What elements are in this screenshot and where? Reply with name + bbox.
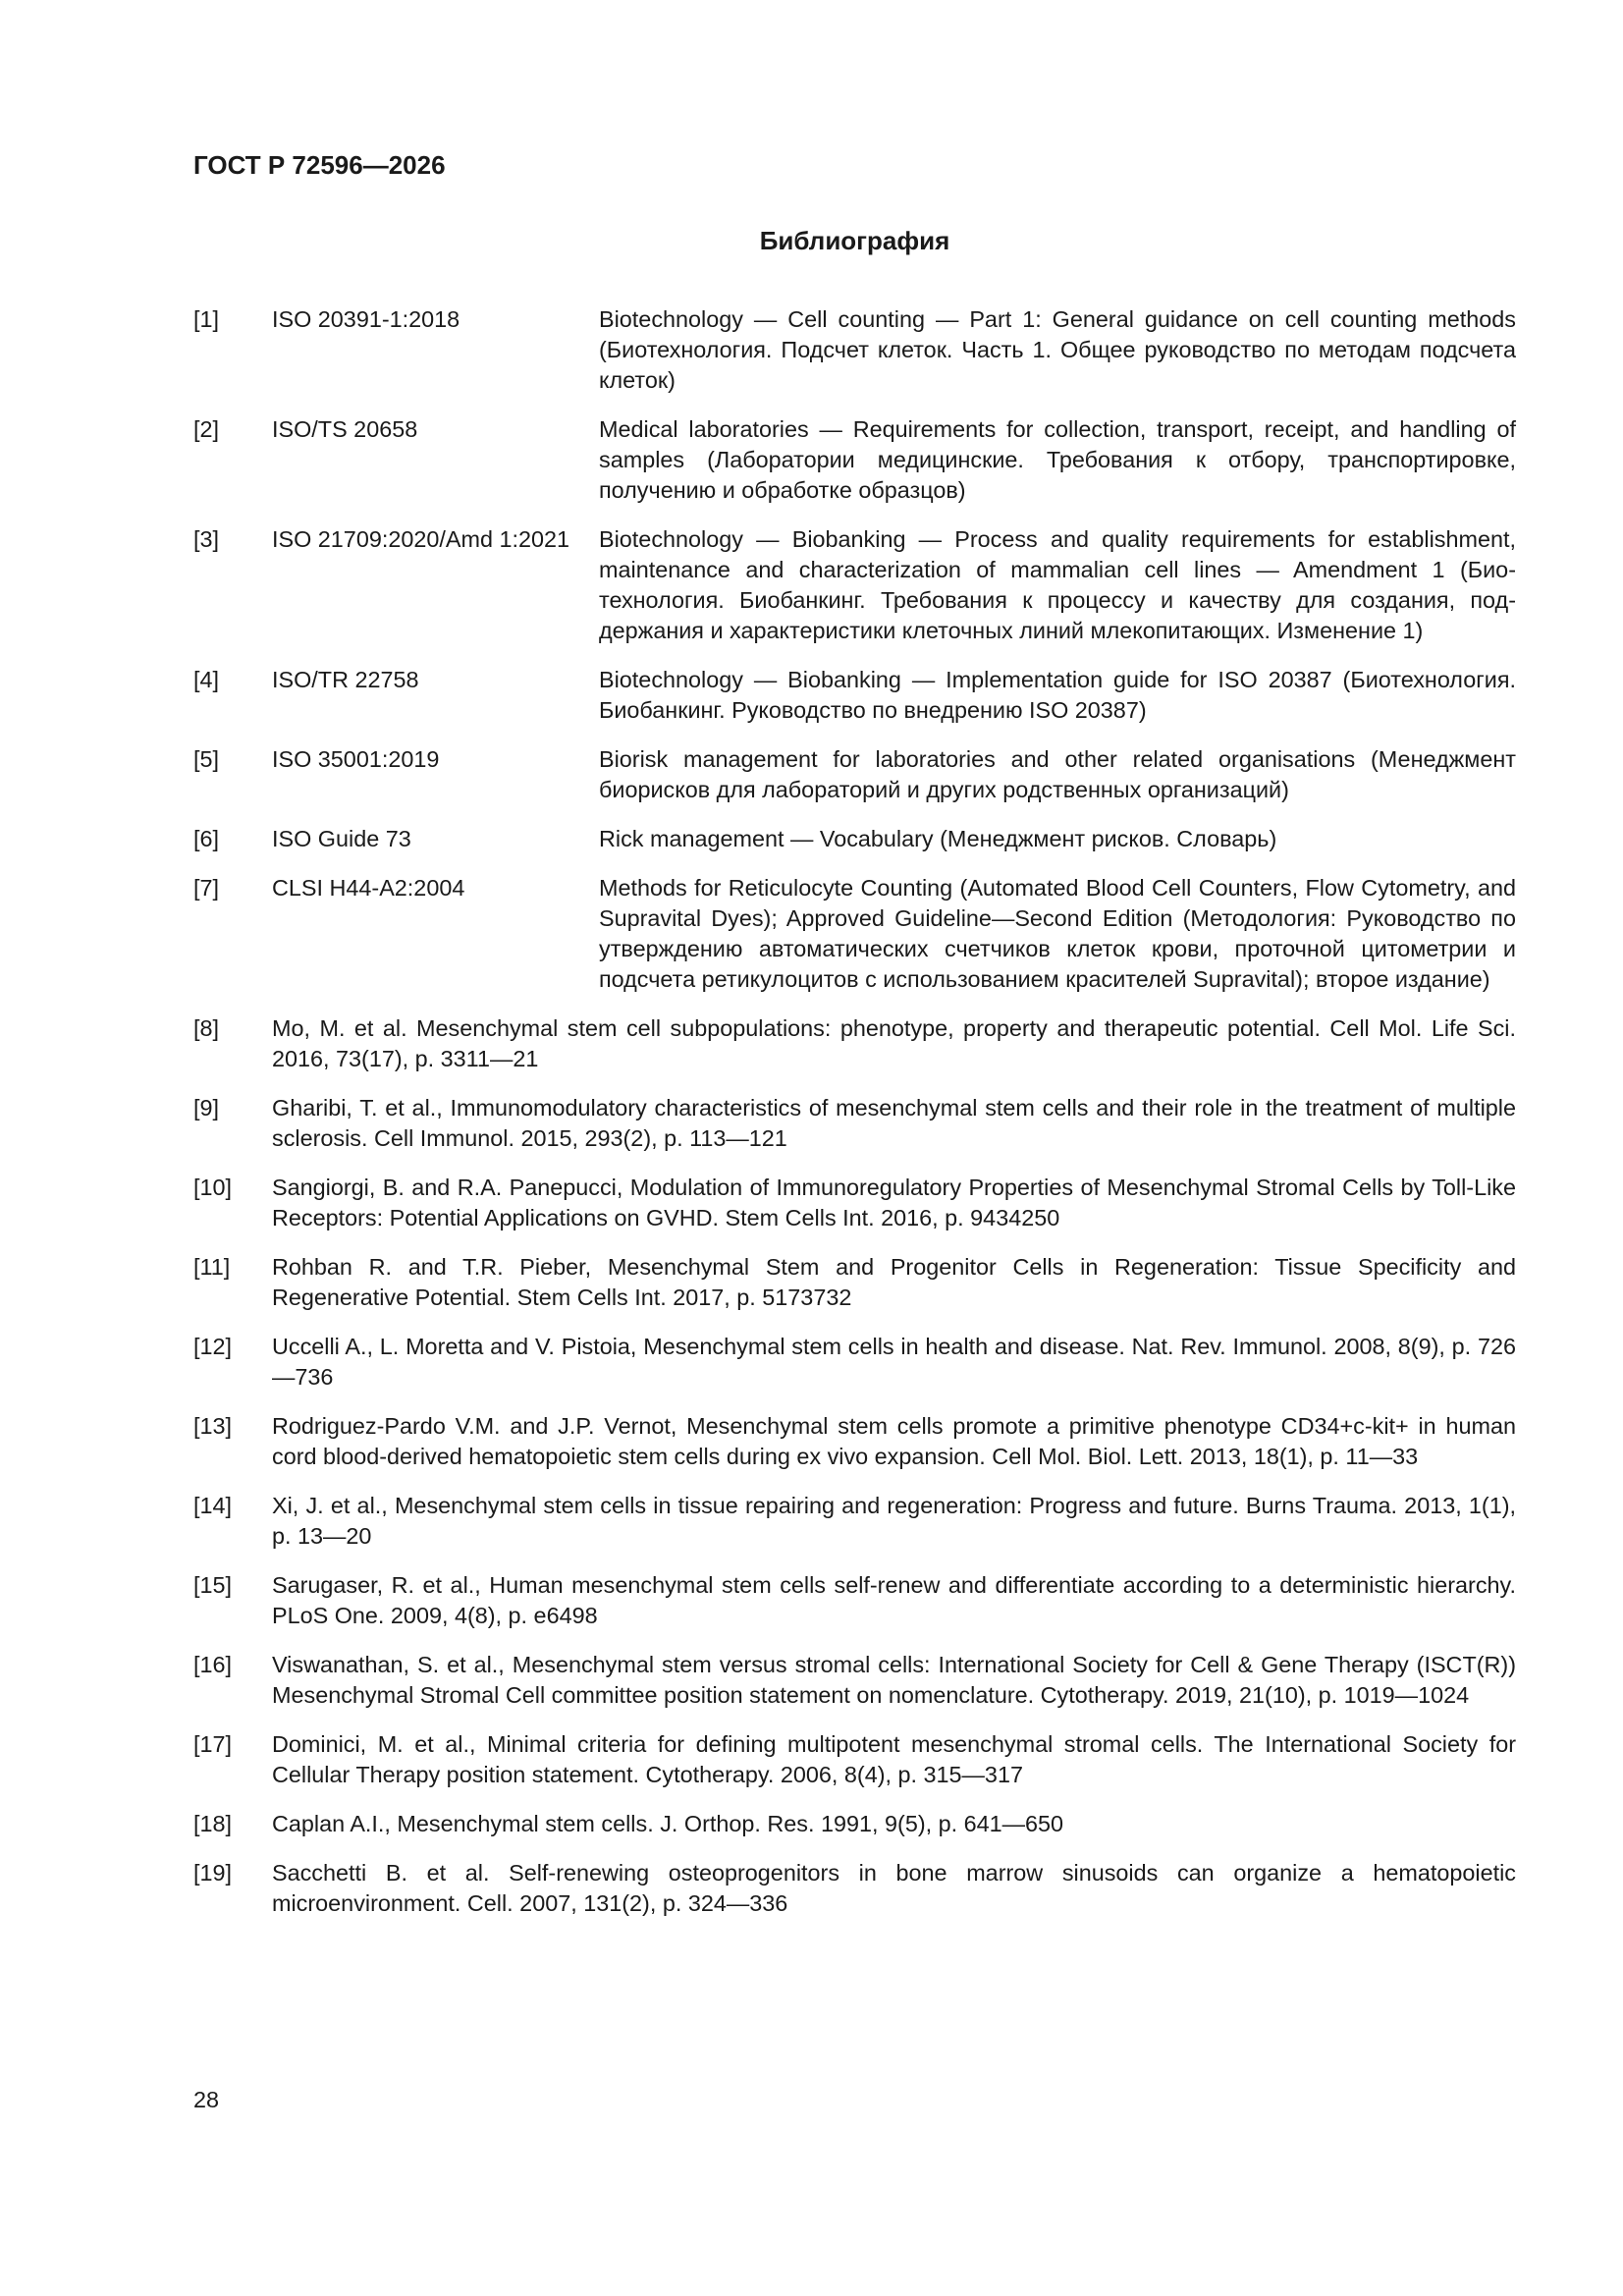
standard-code: CLSI H44-A2:2004: [272, 875, 465, 901]
bibliography-entry: [193, 1332, 1516, 1393]
bibliography-entry: [193, 1093, 1516, 1154]
bibliography-entry: [193, 744, 1516, 805]
publication-citation: Caplan A.I., Mesenchymal stem cells. J. Orthop. Res. 1991, 9(5), p. 641—650: [272, 1811, 1064, 1836]
publication-citation: Viswanathan, S. et al., Mesenchymal stem versus stromal cells: International Society for Cell & Gene Therapy (ISCT(R)) Mesenchymal Stromal Cell committee position statement on nomenclature. Cytotherapy. 2019, 21(10), p. 1019—1024: [272, 1652, 1516, 1708]
entry-number: [16]: [193, 1652, 233, 1677]
entry-number: [3]: [193, 526, 220, 552]
standard-title: Medical laboratories — Requirements for collection, transport, receipt, and handling of samples (Лаборатории медицинские. Требования к отбору, транспортировке, получению и обработке образцов): [599, 416, 1516, 503]
standard-code: ISO/TS 20658: [272, 416, 418, 442]
publication-citation: Sacchetti B. et al. Self-renewing osteoprogenitors in bone marrow sinusoids can organize a hematopoietic microenvironment. Cell. 2007, 131(2), p. 324—336: [272, 1860, 1516, 1916]
publication-citation: Sarugaser, R. et al., Human mesenchymal stem cells self-renew and differentiate according to a deterministic hierarchy. PLoS One. 2009, 4(8), p. e6498: [272, 1572, 1516, 1628]
bibliography-entry: [193, 1729, 1516, 1790]
entry-number: [4]: [193, 667, 220, 692]
publication-citation: Mo, M. et al. Mesenchymal stem cell subpopulations: phenotype, property and therapeutic potential. Cell Mol. Life Sci. 2016, 73(17), p. 3311—21: [272, 1015, 1516, 1071]
standard-code: ISO 21709:2020/Amd 1:2021: [272, 526, 570, 552]
standard-title: Biorisk management for laboratories and other related organisations (Менеджмент биорисков для лабораторий и других родственных организаций): [599, 746, 1516, 802]
standard-title: Biotechnology — Biobanking — Process and quality requirements for establishment, maintenance and characterization of mammalian cell lines — Amendment 1 (Биотехнология. Биобанкинг. Требования к процессу и качеству для создания, поддержания и характеристики клеточных линий млекопитающих. Изменение 1): [599, 526, 1516, 643]
standard-code: ISO/TR 22758: [272, 667, 419, 692]
bibliography-entry: [193, 1491, 1516, 1552]
standard-code: ISO 35001:2019: [272, 746, 440, 772]
bibliography-entry: [193, 873, 1516, 995]
entry-number: [6]: [193, 826, 220, 851]
entry-number: [13]: [193, 1413, 233, 1439]
entry-number: [11]: [193, 1254, 231, 1280]
publication-citation: Xi, J. et al., Mesenchymal stem cells in tissue repairing and regeneration: Progress and future. Burns Trauma. 2013, 1(1), p. 13—20: [272, 1493, 1516, 1549]
entry-number: [18]: [193, 1811, 233, 1836]
publication-citation: Gharibi, T. et al., Immunomodulatory characteristics of mesenchymal stem cells and their role in the treatment of multiple sclerosis. Cell Immunol. 2015, 293(2), p. 113—121: [272, 1095, 1516, 1151]
entry-number: [15]: [193, 1572, 233, 1598]
publication-citation: Rohban R. and T.R. Pieber, Mesenchymal Stem and Progenitor Cells in Regeneration: Tissue Specificity and Regenerative Potential. Stem Cells Int. 2017, p. 5173732: [272, 1254, 1516, 1310]
bibliography-entry: [193, 1411, 1516, 1472]
bibliography-entry: [193, 824, 1516, 854]
publication-citation: Dominici, M. et al., Minimal criteria for defining multipotent mesenchymal stromal cells. The International Society for Cellular Therapy position statement. Cytotherapy. 2006, 8(4), p. 315—317: [272, 1731, 1516, 1787]
section-title: Библиография: [759, 226, 950, 255]
bibliography-entry: [193, 304, 1516, 396]
entry-number: [19]: [193, 1860, 233, 1886]
bibliography-entry: [193, 1858, 1516, 1919]
standard-title: Biotechnology — Biobanking — Implementation guide for ISO 20387 (Биотехнология. Биобанкинг. Руководство по внедрению ISO 20387): [599, 667, 1516, 723]
document-code: ГОСТ Р 72596—2026: [193, 150, 446, 180]
entry-number: [14]: [193, 1493, 233, 1518]
page-number: 28: [193, 2087, 220, 2112]
entry-number: [17]: [193, 1731, 233, 1757]
entry-number: [10]: [193, 1175, 233, 1200]
bibliography-entry: [193, 665, 1516, 726]
publication-citation: Sangiorgi, B. and R.A. Panepucci, Modulation of Immunoregulatory Properties of Mesenchymal Stromal Cells by Toll-Like Receptors: Potential Applications on GVHD. Stem Cells Int. 2016, p. 9434250: [272, 1175, 1516, 1230]
standard-title: Biotechnology — Cell counting — Part 1: General guidance on cell counting methods (Биотехнология. Подсчет клеток. Часть 1. Общее руководство по методам подсчета клеток): [599, 306, 1516, 393]
bibliography-entry: [193, 1650, 1516, 1711]
publication-citation: Rodriguez-Pardo V.M. and J.P. Vernot, Mesenchymal stem cells promote a primitive phenotype CD34+c-kit+ in human cord blood-derived hematopoietic stem cells during ex vivo expansion. Cell Mol. Biol. Lett. 2013, 18(1), p. 11—33: [272, 1413, 1516, 1469]
bibliography-entry: [193, 1570, 1516, 1631]
standard-title: Rick management — Vocabulary (Менеджмент рисков. Словарь): [599, 826, 1277, 851]
entry-number: [7]: [193, 875, 220, 901]
standard-title: Methods for Reticulocyte Counting (Automated Blood Cell Counters, Flow Cytometry, and Supravital Dyes); Approved Guideline—Second Edition (Методология: Руководство по утверждению автоматических счетчиков клеток крови, проточной цитометрии и подсчета ретикулоцитов с использованием красителей Supravital); второе издание): [599, 875, 1516, 992]
bibliography-entry: [193, 524, 1516, 646]
entry-number: [9]: [193, 1095, 220, 1121]
publication-citation: Uccelli A., L. Moretta and V. Pistoia, Mesenchymal stem cells in health and disease. Nat. Rev. Immunol. 2008, 8(9), p. 726—736: [272, 1334, 1516, 1390]
bibliography-entry: [193, 1809, 1516, 1839]
entry-number: [8]: [193, 1015, 220, 1041]
bibliography-entry: [193, 1013, 1516, 1074]
entry-number: [12]: [193, 1334, 233, 1359]
entry-number: [2]: [193, 416, 220, 442]
entry-number: [5]: [193, 746, 220, 772]
bibliography-list: [193, 304, 1516, 1938]
standard-code: ISO Guide 73: [272, 826, 411, 851]
bibliography-entry: [193, 1173, 1516, 1233]
entry-number: [1]: [193, 306, 220, 332]
bibliography-entry: [193, 1252, 1516, 1313]
standard-code: ISO 20391-1:2018: [272, 306, 460, 332]
bibliography-entry: [193, 414, 1516, 506]
